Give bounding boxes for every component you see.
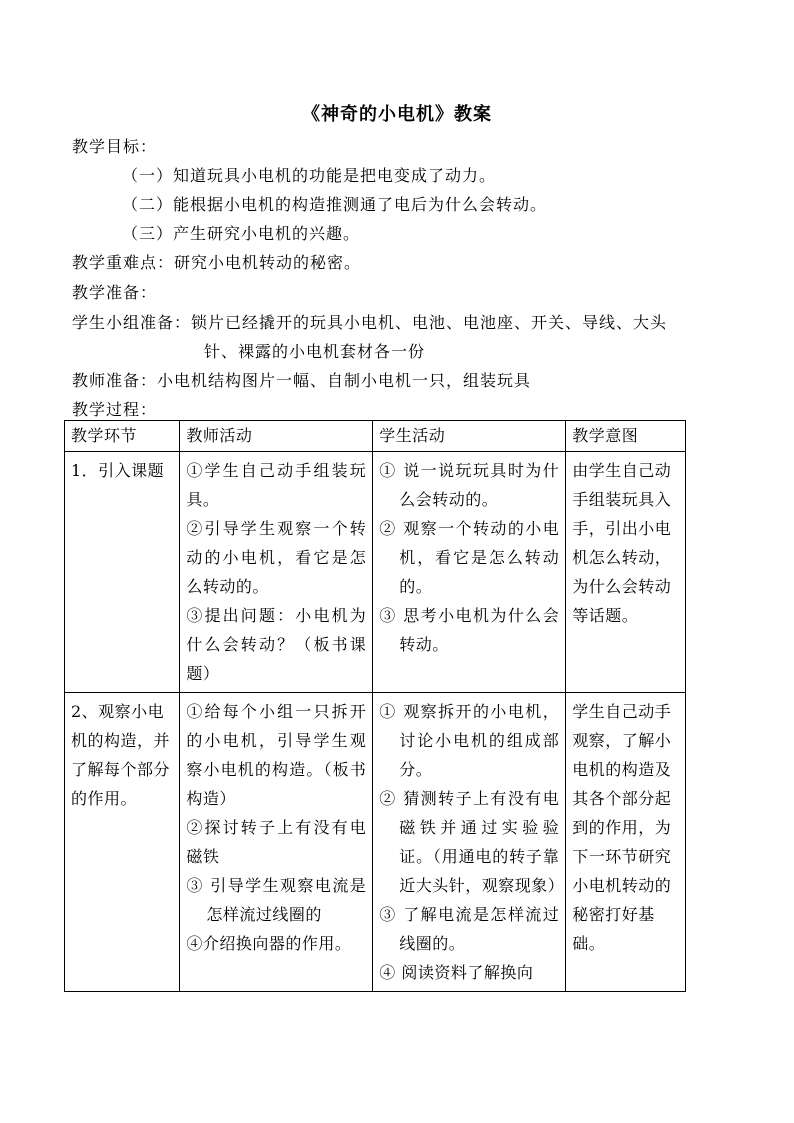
header-student-activity: 学生活动 [373, 421, 566, 452]
intent-cell: 由学生自己动手组装玩具入手，引出小电机怎么转动，为什么会转动等话题。 [566, 452, 686, 693]
student-activity-item: ③ 了解电流是怎样流过线圈的。 [379, 905, 560, 953]
student-activity-item: ④ 阅读资料了解换向 [379, 963, 534, 982]
teacher-activity-item: ①学生自己动手组装玩具。 [186, 461, 367, 509]
student-activity-item: ③ 思考小电机为什么会转动。 [379, 606, 560, 654]
student-activity-item: ① 观察拆开的小电机，讨论小电机的组成部分。 [379, 702, 560, 779]
teacher-activity-item: ③提出问题：小电机为什么会转动？（板书课题） [186, 606, 367, 683]
document-title: 《神奇的小电机》教案 [302, 104, 492, 125]
student-activity-item: ② 猜测转子上有没有电磁铁并通过实验验证。（用通电的转子靠近大头针，观察现象） [379, 789, 565, 895]
student-activity-item: ① 说一说玩玩具时为什么会转动的。 [379, 461, 560, 509]
intent-cell: 学生自己动手观察，了解小电机的构造及其各个部分起到的作用，为下一环节研究小电机转动的秘密打好基础。 [566, 693, 686, 992]
lesson-process-table [64, 420, 686, 992]
teacher-activity-item: ②探讨转子上有没有电磁铁 [186, 818, 367, 866]
teacher-prep: 教师准备：小电机结构图片一幅、自制小电机一只，组装玩具 [72, 371, 532, 390]
objective-3: （三）产生研究小电机的兴趣。 [122, 224, 361, 243]
table-row [65, 452, 686, 693]
stage-cell: 2、观察小电机的构造，并了解每个部分的作用。 [65, 693, 180, 992]
student-prep-line-1: 学生小组准备：锁片已经撬开的玩具小电机、电池、电池座、开关、导线、大头 [72, 313, 668, 332]
process-label: 教学过程： [72, 400, 158, 419]
objectives-label: 教学目标： [72, 137, 158, 156]
student-prep-line-2: 针、裸露的小电机套材各一份 [204, 342, 426, 361]
teacher-activity-item: ③ 引导学生观察电流是怎样流过线圈的 [186, 876, 367, 924]
teacher-activity-cell [180, 452, 373, 693]
student-activity-item: ② 观察一个转动的小电机，看它是怎么转动的。 [379, 519, 560, 596]
header-stage: 教学环节 [65, 421, 180, 452]
preparation-label: 教学准备： [72, 283, 158, 302]
objective-2: （二）能根据小电机的构造推测通了电后为什么会转动。 [122, 195, 548, 214]
teacher-activity-item: ②引导学生观察一个转动的小电机，看它是怎么转动的。 [186, 519, 367, 596]
key-points: 教学重难点：研究小电机转动的秘密。 [72, 253, 362, 272]
student-activity-cell [373, 452, 566, 693]
stage-cell: 1．引入课题 [65, 452, 180, 693]
student-activity-cell [373, 693, 566, 992]
table-row [65, 693, 686, 992]
teacher-activity-item: ①给每个小组一只拆开的小电机，引导学生观察小电机的构造。（板书构造） [186, 702, 367, 808]
header-teacher-activity: 教师活动 [180, 421, 373, 452]
teacher-activity-item: ④介绍换向器的作用。 [186, 934, 352, 953]
objective-1: （一）知道玩具小电机的功能是把电变成了动力。 [122, 166, 497, 185]
table-header-row [65, 421, 686, 452]
teacher-activity-cell [180, 693, 373, 992]
header-intent: 教学意图 [566, 421, 686, 452]
